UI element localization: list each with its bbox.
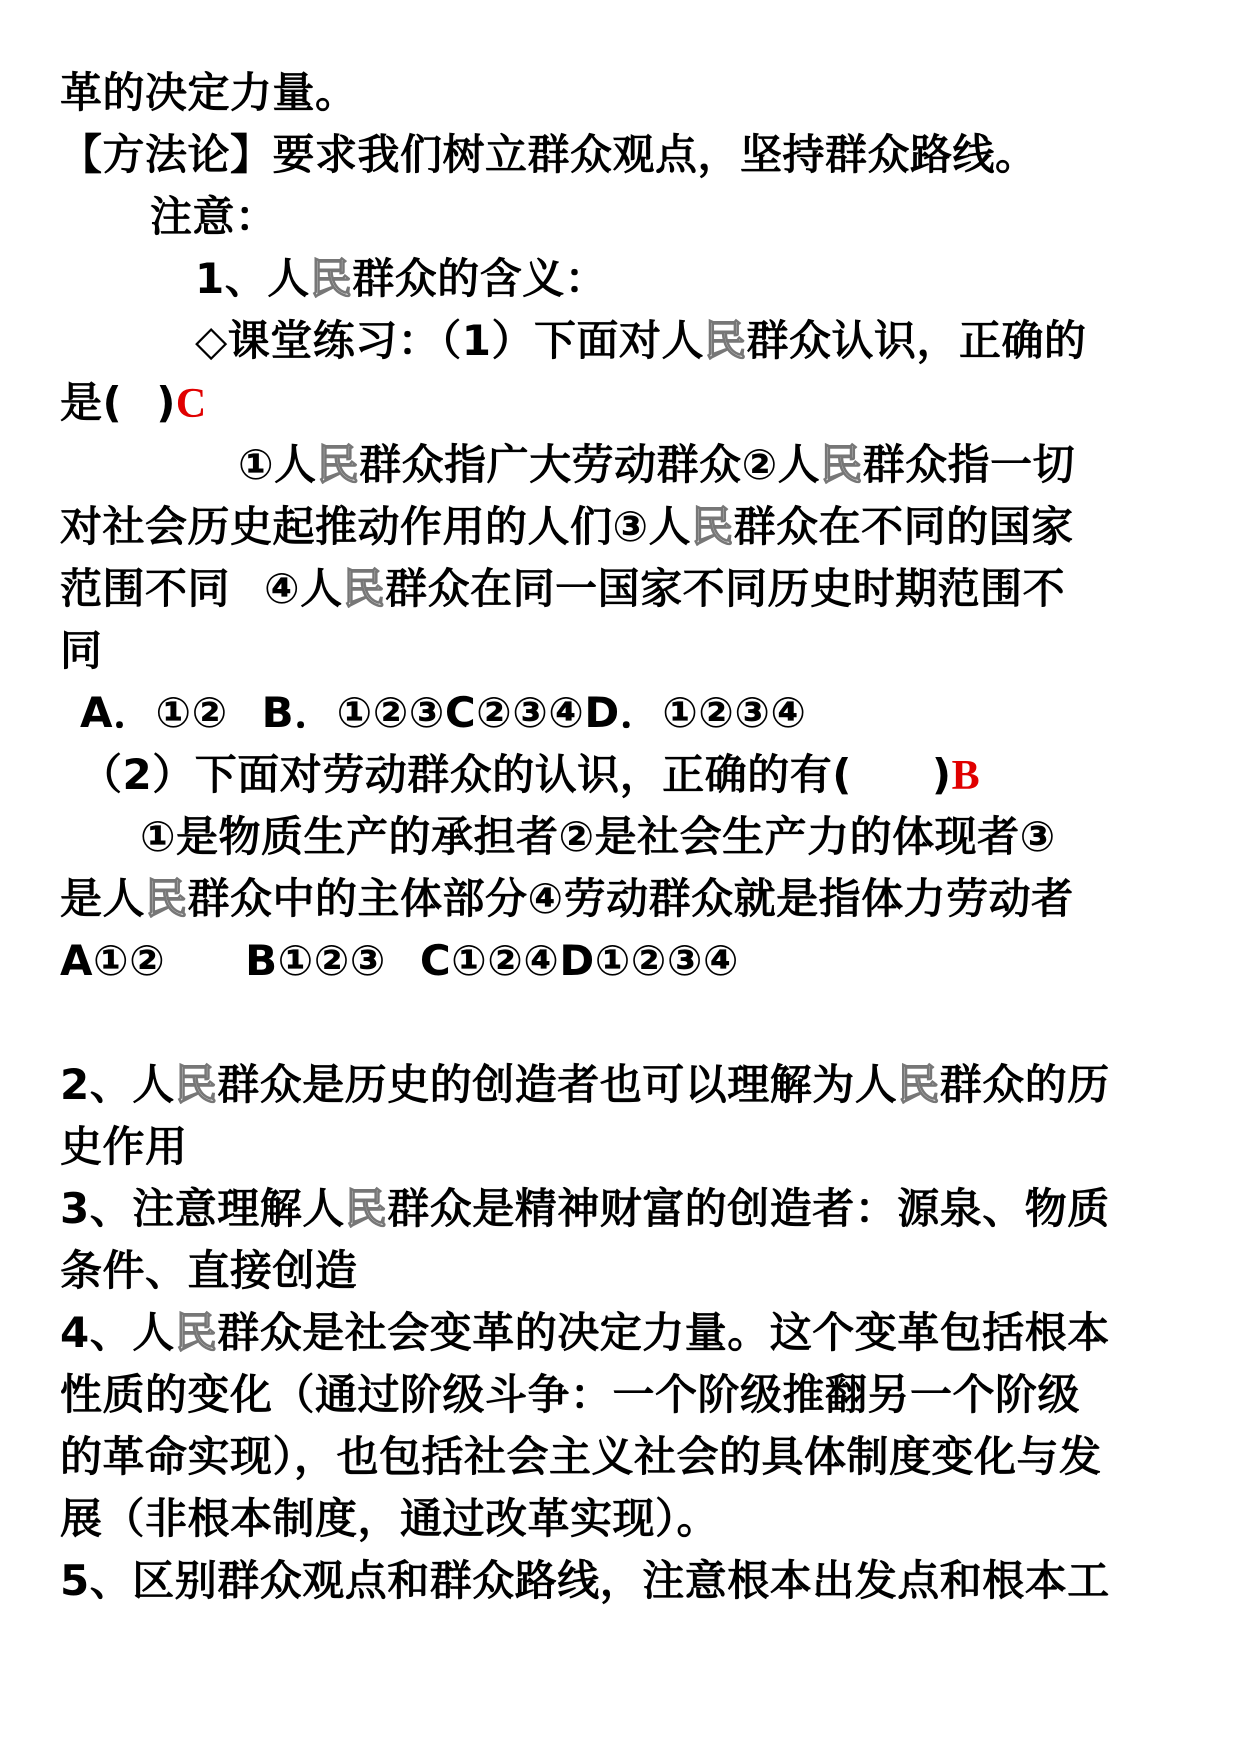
blank-line (60, 992, 1190, 1054)
hollow-char: 民 (704, 316, 747, 365)
text-line-item-4-cont-3 (60, 1488, 1190, 1550)
text: 展（非根本制度，通过改革实现）。 (60, 1494, 720, 1543)
text-line-option-3 (60, 558, 1190, 620)
text: 革的决定力量。 (60, 68, 358, 117)
choice-c-d: C①②④D①②③④ (419, 936, 739, 985)
text: 群众中的主体部分④劳动群众就是指体力劳动者 (187, 874, 1074, 923)
text-line-choices-2 (60, 930, 1190, 992)
text-line-option-1 (60, 434, 1190, 496)
text: 群众的含义： (352, 254, 608, 303)
hollow-char: 民 (309, 254, 353, 303)
hollow-char: 民 (316, 440, 360, 489)
text: 注意： (150, 192, 278, 241)
hollow-char: 民 (344, 1184, 388, 1233)
hollow-char: 民 (174, 1060, 218, 1109)
text-line-exercise-2 (60, 744, 1190, 806)
text-line-exercise-1-cont (60, 372, 1190, 434)
text-line-item-4-cont-2 (60, 1426, 1190, 1488)
text-line-statements (60, 806, 1190, 868)
text: 史作用 (60, 1122, 188, 1171)
text: 范围不同 (60, 564, 231, 613)
hollow-char: 民 (897, 1060, 940, 1109)
text-line-item-4 (60, 1302, 1190, 1364)
answer-label: B (951, 753, 981, 799)
text: 【方法论】要求我们树立群众观点，坚持群众路线。 (60, 130, 1038, 179)
text-line-choices-1 (60, 682, 1190, 744)
text-line-1 (60, 62, 1190, 124)
text: 3、注意理解人 (60, 1184, 345, 1233)
choice-b-c-d: B．①②③C②③④D．①②③④ (261, 688, 807, 737)
text-line-item-3 (60, 1178, 1190, 1240)
text: ◇课堂练习：（1）下面对人 (195, 316, 705, 365)
text-line-option-2 (60, 496, 1190, 558)
text-line-exercise-1 (60, 310, 1190, 372)
hollow-char: 民 (145, 874, 188, 923)
text-line-item-5 (60, 1550, 1190, 1612)
text: 是( (60, 378, 123, 427)
text: 4、人 (60, 1308, 175, 1357)
text: 群众指广大劳动群众②人 (359, 440, 821, 489)
text: 群众是精神财富的创造者：源泉、物质 (387, 1184, 1110, 1233)
text-line-item-2 (60, 1054, 1190, 1116)
choice-a: A①② (60, 936, 166, 985)
text: 条件、直接创造 (60, 1246, 358, 1295)
text: 1、人 (195, 254, 310, 303)
text: 群众认识，正确的 (746, 316, 1087, 365)
answer-label: C (175, 381, 207, 427)
text: ①是物质生产的承担者②是社会生产力的体现者③ (140, 812, 1056, 861)
text: 群众的历 (939, 1060, 1110, 1109)
hollow-char: 民 (820, 440, 863, 489)
text: 的革命实现），也包括社会主义社会的具体制度变化与发 (60, 1432, 1102, 1481)
choice-a: A．①② (80, 688, 228, 737)
text: ④人 (264, 564, 343, 613)
text-line-statements-cont (60, 868, 1190, 930)
text-line-item-1 (60, 248, 1190, 310)
text: 对社会历史起推动作用的人们③人 (60, 502, 692, 551)
text: ①人 (238, 440, 317, 489)
text-line-item-4-cont-1 (60, 1364, 1190, 1426)
text: （2）下面对劳动群众的认识，正确的有( (80, 750, 852, 799)
text-line-option-3-cont (60, 620, 1190, 682)
document-page (60, 62, 1190, 1612)
text-line-item-3-cont (60, 1240, 1190, 1302)
text: 群众是历史的创造者也可以理解为人 (217, 1060, 898, 1109)
text: 5、区别群众观点和群众路线，注意根本出发点和根本工 (60, 1556, 1110, 1605)
text: 是人 (60, 874, 146, 923)
text: 群众指一切 (862, 440, 1076, 489)
text-line-item-2-cont (60, 1116, 1190, 1178)
text: ) (156, 378, 176, 427)
text: 群众在同一国家不同历史时期范围不 (385, 564, 1066, 613)
text: 性质的变化（通过阶级斗争：一个阶级推翻另一个阶级 (60, 1370, 1081, 1419)
text: ) (931, 750, 952, 799)
text: 群众是社会变革的决定力量。这个变革包括根本 (217, 1308, 1110, 1357)
hollow-char: 民 (691, 502, 734, 551)
hollow-char: 民 (174, 1308, 218, 1357)
text: 同 (60, 626, 103, 675)
text: 群众在不同的国家 (733, 502, 1074, 551)
text: 2、人 (60, 1060, 175, 1109)
choice-b: B①②③ (245, 936, 386, 985)
text-line-note-heading (60, 186, 1190, 248)
text-line-methodology (60, 124, 1190, 186)
hollow-char: 民 (342, 564, 386, 613)
